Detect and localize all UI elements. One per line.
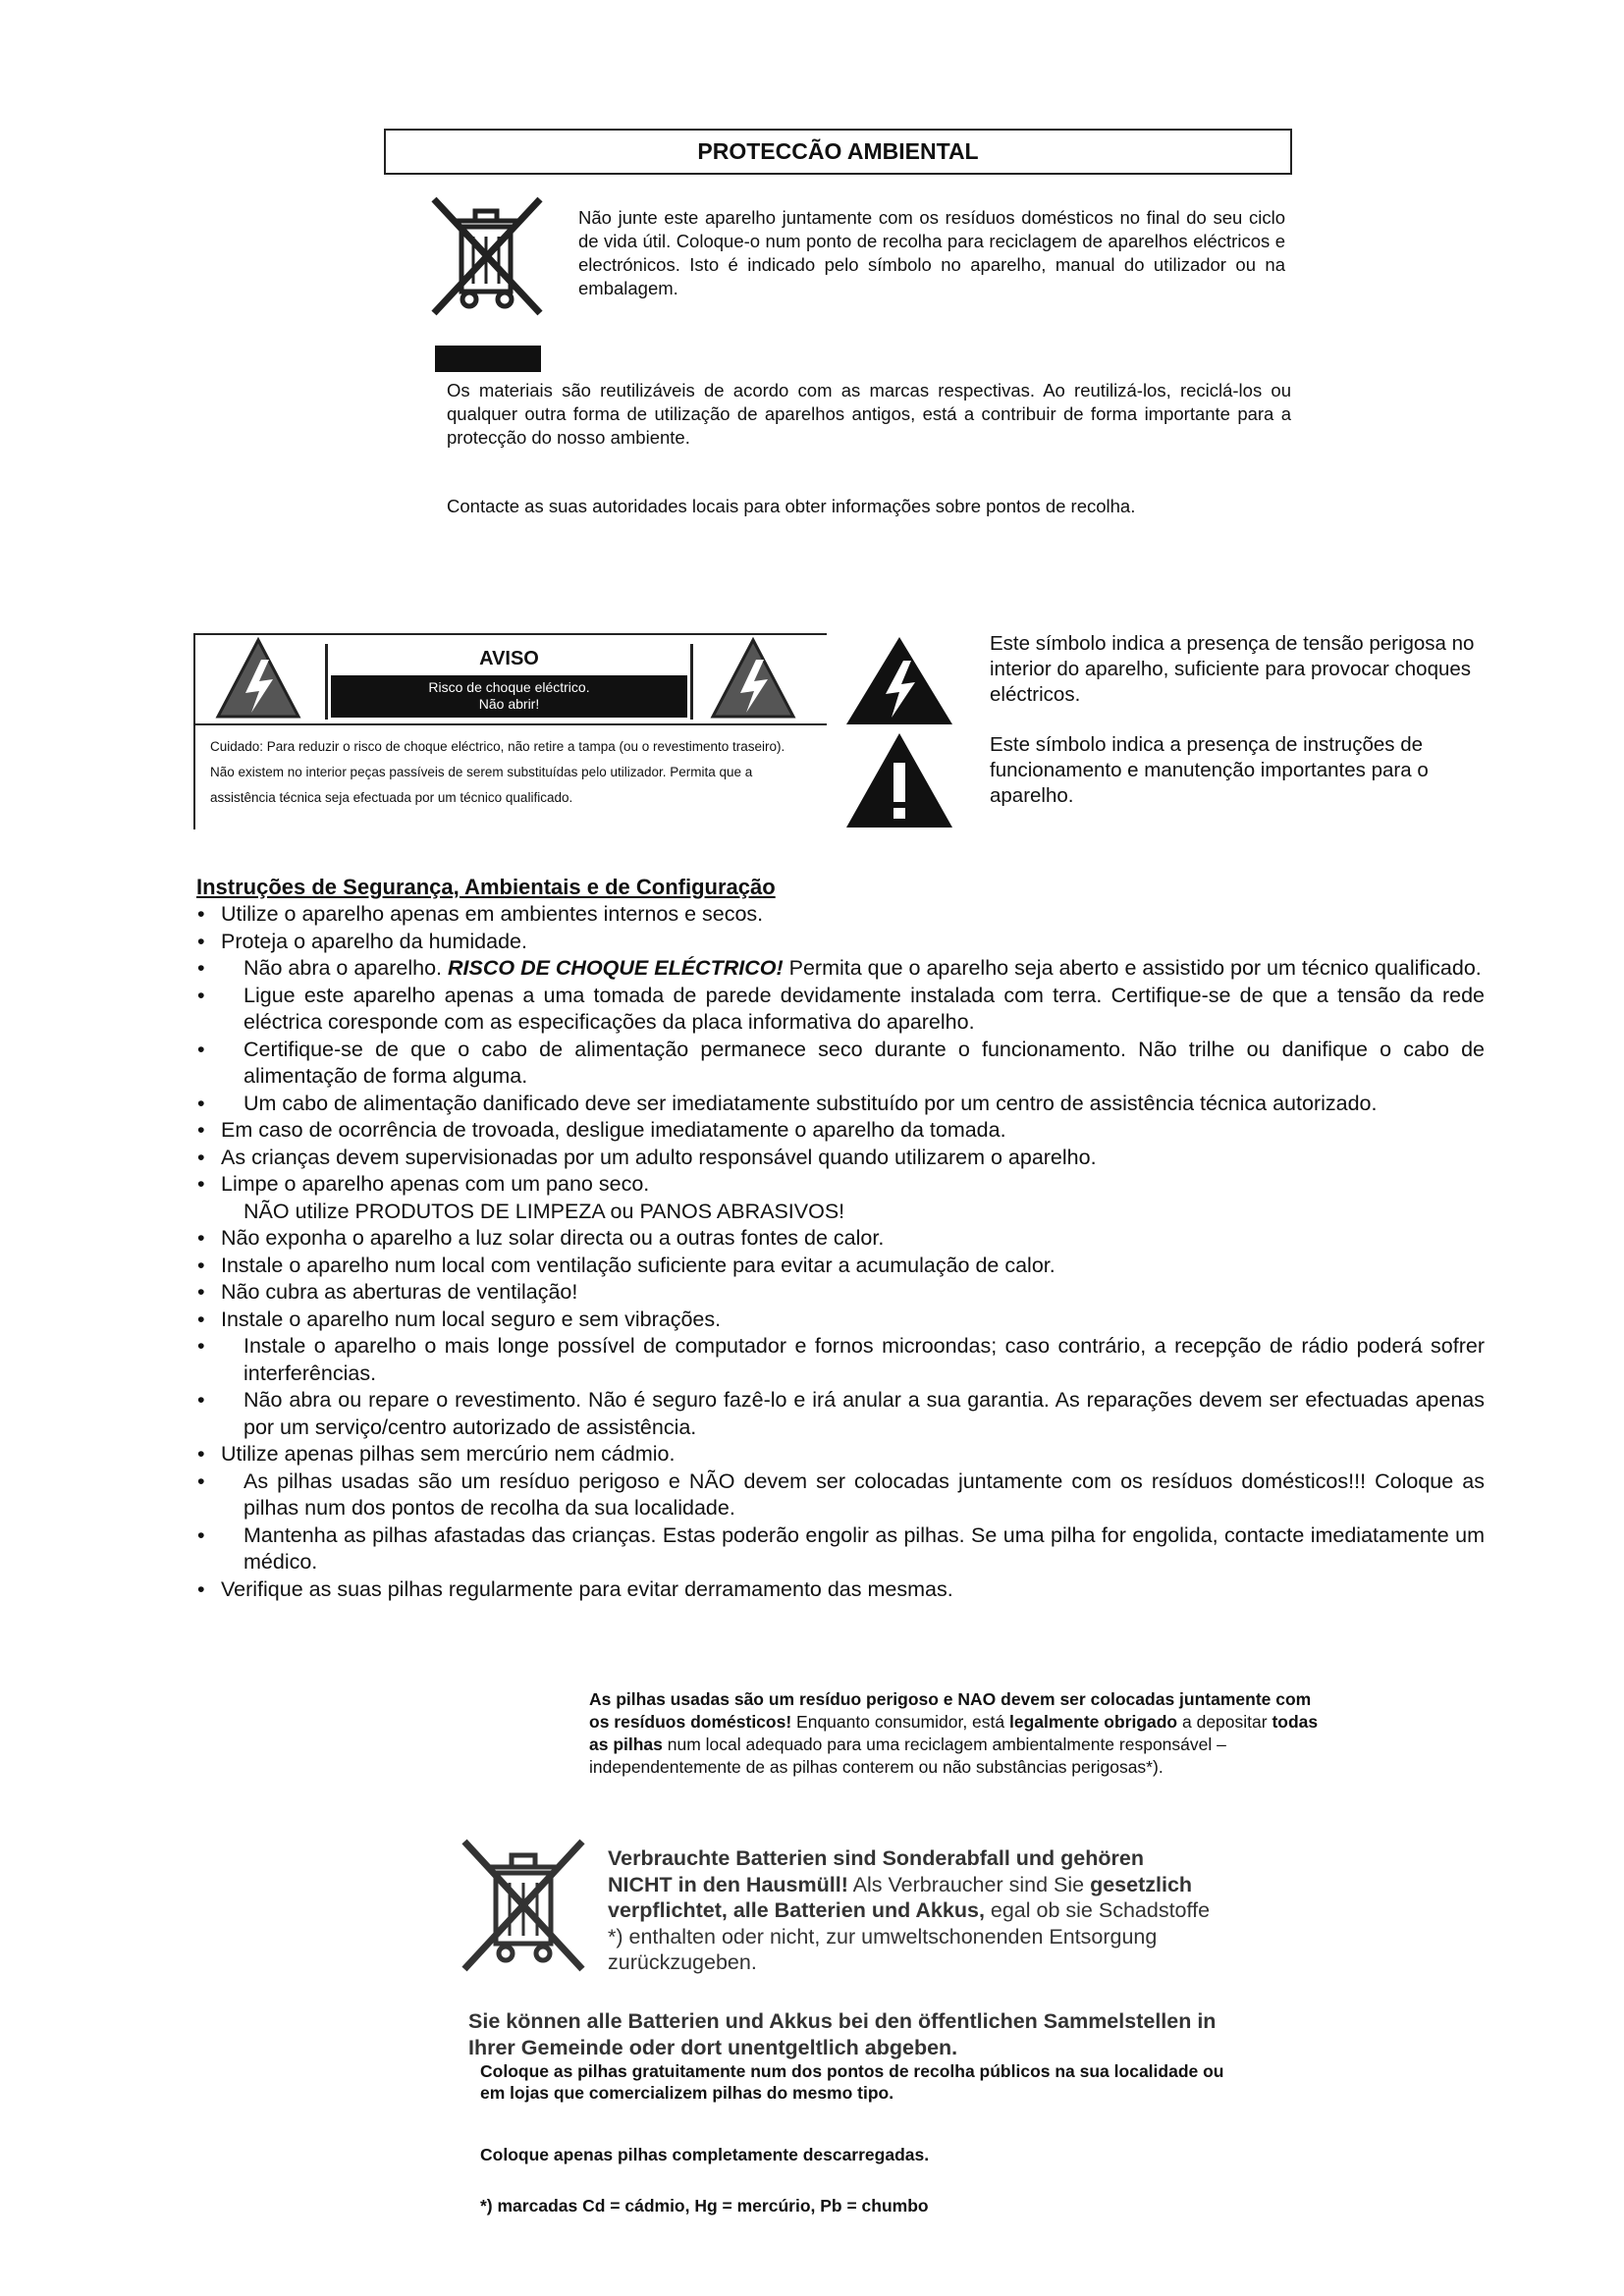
- black-bar-marker: [435, 346, 541, 372]
- list-item: • Em caso de ocorrência de trovoada, desligue imediatamente o aparelho da tomada.: [196, 1117, 1485, 1145]
- list-item: • Verifique as suas pilhas regularmente para evitar derramamento das mesmas.: [196, 1576, 1485, 1604]
- crossed-bin-icon: [457, 1834, 589, 1977]
- electric-hazard-icon: [214, 636, 302, 721]
- list-item: • Instale o aparelho num local seguro e sem vibrações.: [196, 1307, 1485, 1334]
- battery-notice-bold: todas as pilhas: [589, 1712, 1319, 1754]
- battery-notice-text: num local adequado para uma reciclagem ambientalmente responsável – independentemente de as pilhas conterem ou não substâncias perigosas*).: [589, 1735, 1226, 1777]
- shock-risk-emphasis: RISCO DE CHOQUE ELÉCTRICO!: [448, 956, 784, 980]
- battery-marking-footnote: *) marcadas Cd = cádmio, Hg = mercúrio, Pb = chumbo: [480, 2196, 929, 2216]
- battery-notice-text: Enquanto consumidor, está: [791, 1712, 1009, 1732]
- instructions-symbol-description: Este símbolo indica a presença de instruções de funcionamento e manutenção importantes para o aparelho.: [990, 733, 1429, 807]
- shock-warning-text: [331, 679, 687, 713]
- list-item: • Utilize o aparelho apenas em ambientes internos e secos.: [196, 901, 1485, 929]
- list-item: • Não exponha o aparelho a luz solar directa ou a outras fontes de calor.: [196, 1225, 1485, 1253]
- list-item: • Instale o aparelho num local com ventilação suficiente para evitar a acumulação de calor.: [196, 1253, 1485, 1280]
- list-item: [196, 955, 1485, 983]
- crossed-bin-icon: [424, 189, 547, 323]
- lightning-warning-icon: [844, 635, 954, 726]
- environment-paragraph-1: Não junte este aparelho juntamente com os resíduos domésticos no final do seu ciclo de vida útil. Coloque-o num ponto de recolha para reciclagem de aparelhos eléctricos e electrónicos. Isto é indicado pelo símbolo no aparelho, manual do utilizador ou na embalagem.: [578, 207, 1285, 298]
- german-text-light: Als Verbraucher sind Sie: [847, 1872, 1091, 1896]
- shock-line-2: Não abrir!: [478, 696, 540, 712]
- german-battery-notice: [608, 1845, 1212, 1976]
- battery-discharge-note: Coloque apenas pilhas completamente descarregadas.: [480, 2145, 930, 2164]
- voltage-symbol-description: Este símbolo indica a presença de tensão perigosa no interior do aparelho, suficiente para provocar choques eléctricos.: [990, 632, 1475, 706]
- list-item: • As crianças devem supervisionadas por um adulto responsável quando utilizarem o aparelho.: [196, 1145, 1485, 1172]
- list-item: • Limpe o aparelho apenas com um pano seco.: [196, 1171, 1485, 1199]
- battery-notice: [589, 1688, 1335, 1779]
- list-item: • Certifique-se de que o cabo de alimentação permanece seco durante o funcionamento. Não trilhe ou danifique o cabo de alimentação de forma alguma.: [196, 1037, 1485, 1091]
- battery-collection-note: Coloque as pilhas gratuitamente num dos pontos de recolha públicos na sua localidade ou em lojas que comercializem pilhas do mesmo tipo.: [480, 2061, 1224, 2103]
- list-item: • Mantenha as pilhas afastadas das crianças. Estas poderão engolir as pilhas. Se uma pilha for engolida, contacte imediatamente um médico.: [196, 1522, 1485, 1576]
- german-text-bold: Verbrauchte Batterien sind Sonderabfall und gehören NICHT in den Hausmüll!: [608, 1846, 1144, 1896]
- list-item: • Não cubra as aberturas de ventilação!: [196, 1279, 1485, 1307]
- safety-list: [196, 901, 1485, 1603]
- list-item-continuation: NÃO utilize PRODUTOS DE LIMPEZA ou PANOS ABRASIVOS!: [244, 1199, 845, 1223]
- list-item: • Um cabo de alimentação danificado deve ser imediatamente substituído por um centro de assistência técnica autorizado.: [196, 1091, 1485, 1118]
- warning-caution-text: Cuidado: Para reduzir o risco de choque eléctrico, não retire a tampa (ou o revestimento traseiro). Não existem no interior peças passíveis de serem substituídas pelo utilizador. Permita que a assistência técnica seja efectuada por um técnico qualificado.: [210, 739, 785, 805]
- exclamation-warning-icon: [844, 731, 954, 829]
- battery-notice-bold: legalmente obrigado: [1008, 1712, 1178, 1732]
- list-item: • Não abra ou repare o revestimento. Não é seguro fazê-lo e irá anular a sua garantia. As reparações devem ser efectuadas apenas por um serviço/centro autorizado de assistência.: [196, 1387, 1485, 1441]
- battery-notice-bold: As pilhas usadas são um resíduo perigoso e NAO devem ser colocadas juntamente com os resíduos domésticos!: [589, 1689, 1312, 1732]
- environment-paragraph-3: Contacte as suas autoridades locais para obter informações sobre pontos de recolha.: [447, 496, 1136, 516]
- environment-paragraph-2: Os materiais são reutilizáveis de acordo com as marcas respectivas. Ao reutilizá-los, reciclá-los ou qualquer outra forma de utilização de aparelhos antigos, está a contribuir de forma importante para a protecção do nosso ambiente.: [447, 380, 1291, 448]
- german-text-bold: gesetzlich verpflichtet, alle Batterien und Akkus,: [608, 1872, 1193, 1922]
- shock-line-1: Risco de choque eléctrico.: [428, 679, 590, 695]
- electric-hazard-icon: [709, 636, 797, 721]
- list-item: • Utilize apenas pilhas sem mercúrio nem cádmio.: [196, 1441, 1485, 1468]
- list-item: • Proteja o aparelho da humidade.: [196, 929, 1485, 956]
- list-item-text: Permita que o aparelho seja aberto e assistido por um técnico qualificado.: [788, 956, 1482, 980]
- list-item: • As pilhas usadas são um resíduo perigoso e NÃO devem ser colocadas juntamente com os resíduos domésticos!!! Coloque as pilhas num dos pontos de recolha da sua localidade.: [196, 1468, 1485, 1522]
- german-text-light: egal ob sie Schadstoffe *) enthalten oder nicht, zur umweltschonenden Entsorgung zurückzugeben.: [608, 1898, 1211, 1974]
- warning-divider: [193, 723, 827, 725]
- list-item-text: Não abra o aparelho.: [244, 956, 443, 980]
- safety-heading: Instruções de Segurança, Ambientais e de Configuração: [196, 875, 776, 899]
- environment-title: PROTECCÃO AMBIENTAL: [384, 129, 1292, 175]
- aviso-title: AVISO: [479, 648, 539, 669]
- list-item: • Instale o aparelho o mais longe possível de computador e fornos microondas; caso contrário, a recepção de rádio poderá sofrer interferências.: [196, 1333, 1485, 1387]
- german-battery-notice-2: Sie können alle Batterien und Akkus bei den öffentlichen Sammelstellen in Ihrer Gemeinde oder dort unentgeltlich abgeben.: [468, 2009, 1217, 2059]
- battery-notice-text: a depositar: [1177, 1712, 1272, 1732]
- list-item: • Ligue este aparelho apenas a uma tomada de parede devidamente instalada com terra. Certifique-se de que a tensão da rede eléctrica coresponde com as especificações da placa informativa do aparelho.: [196, 983, 1485, 1037]
